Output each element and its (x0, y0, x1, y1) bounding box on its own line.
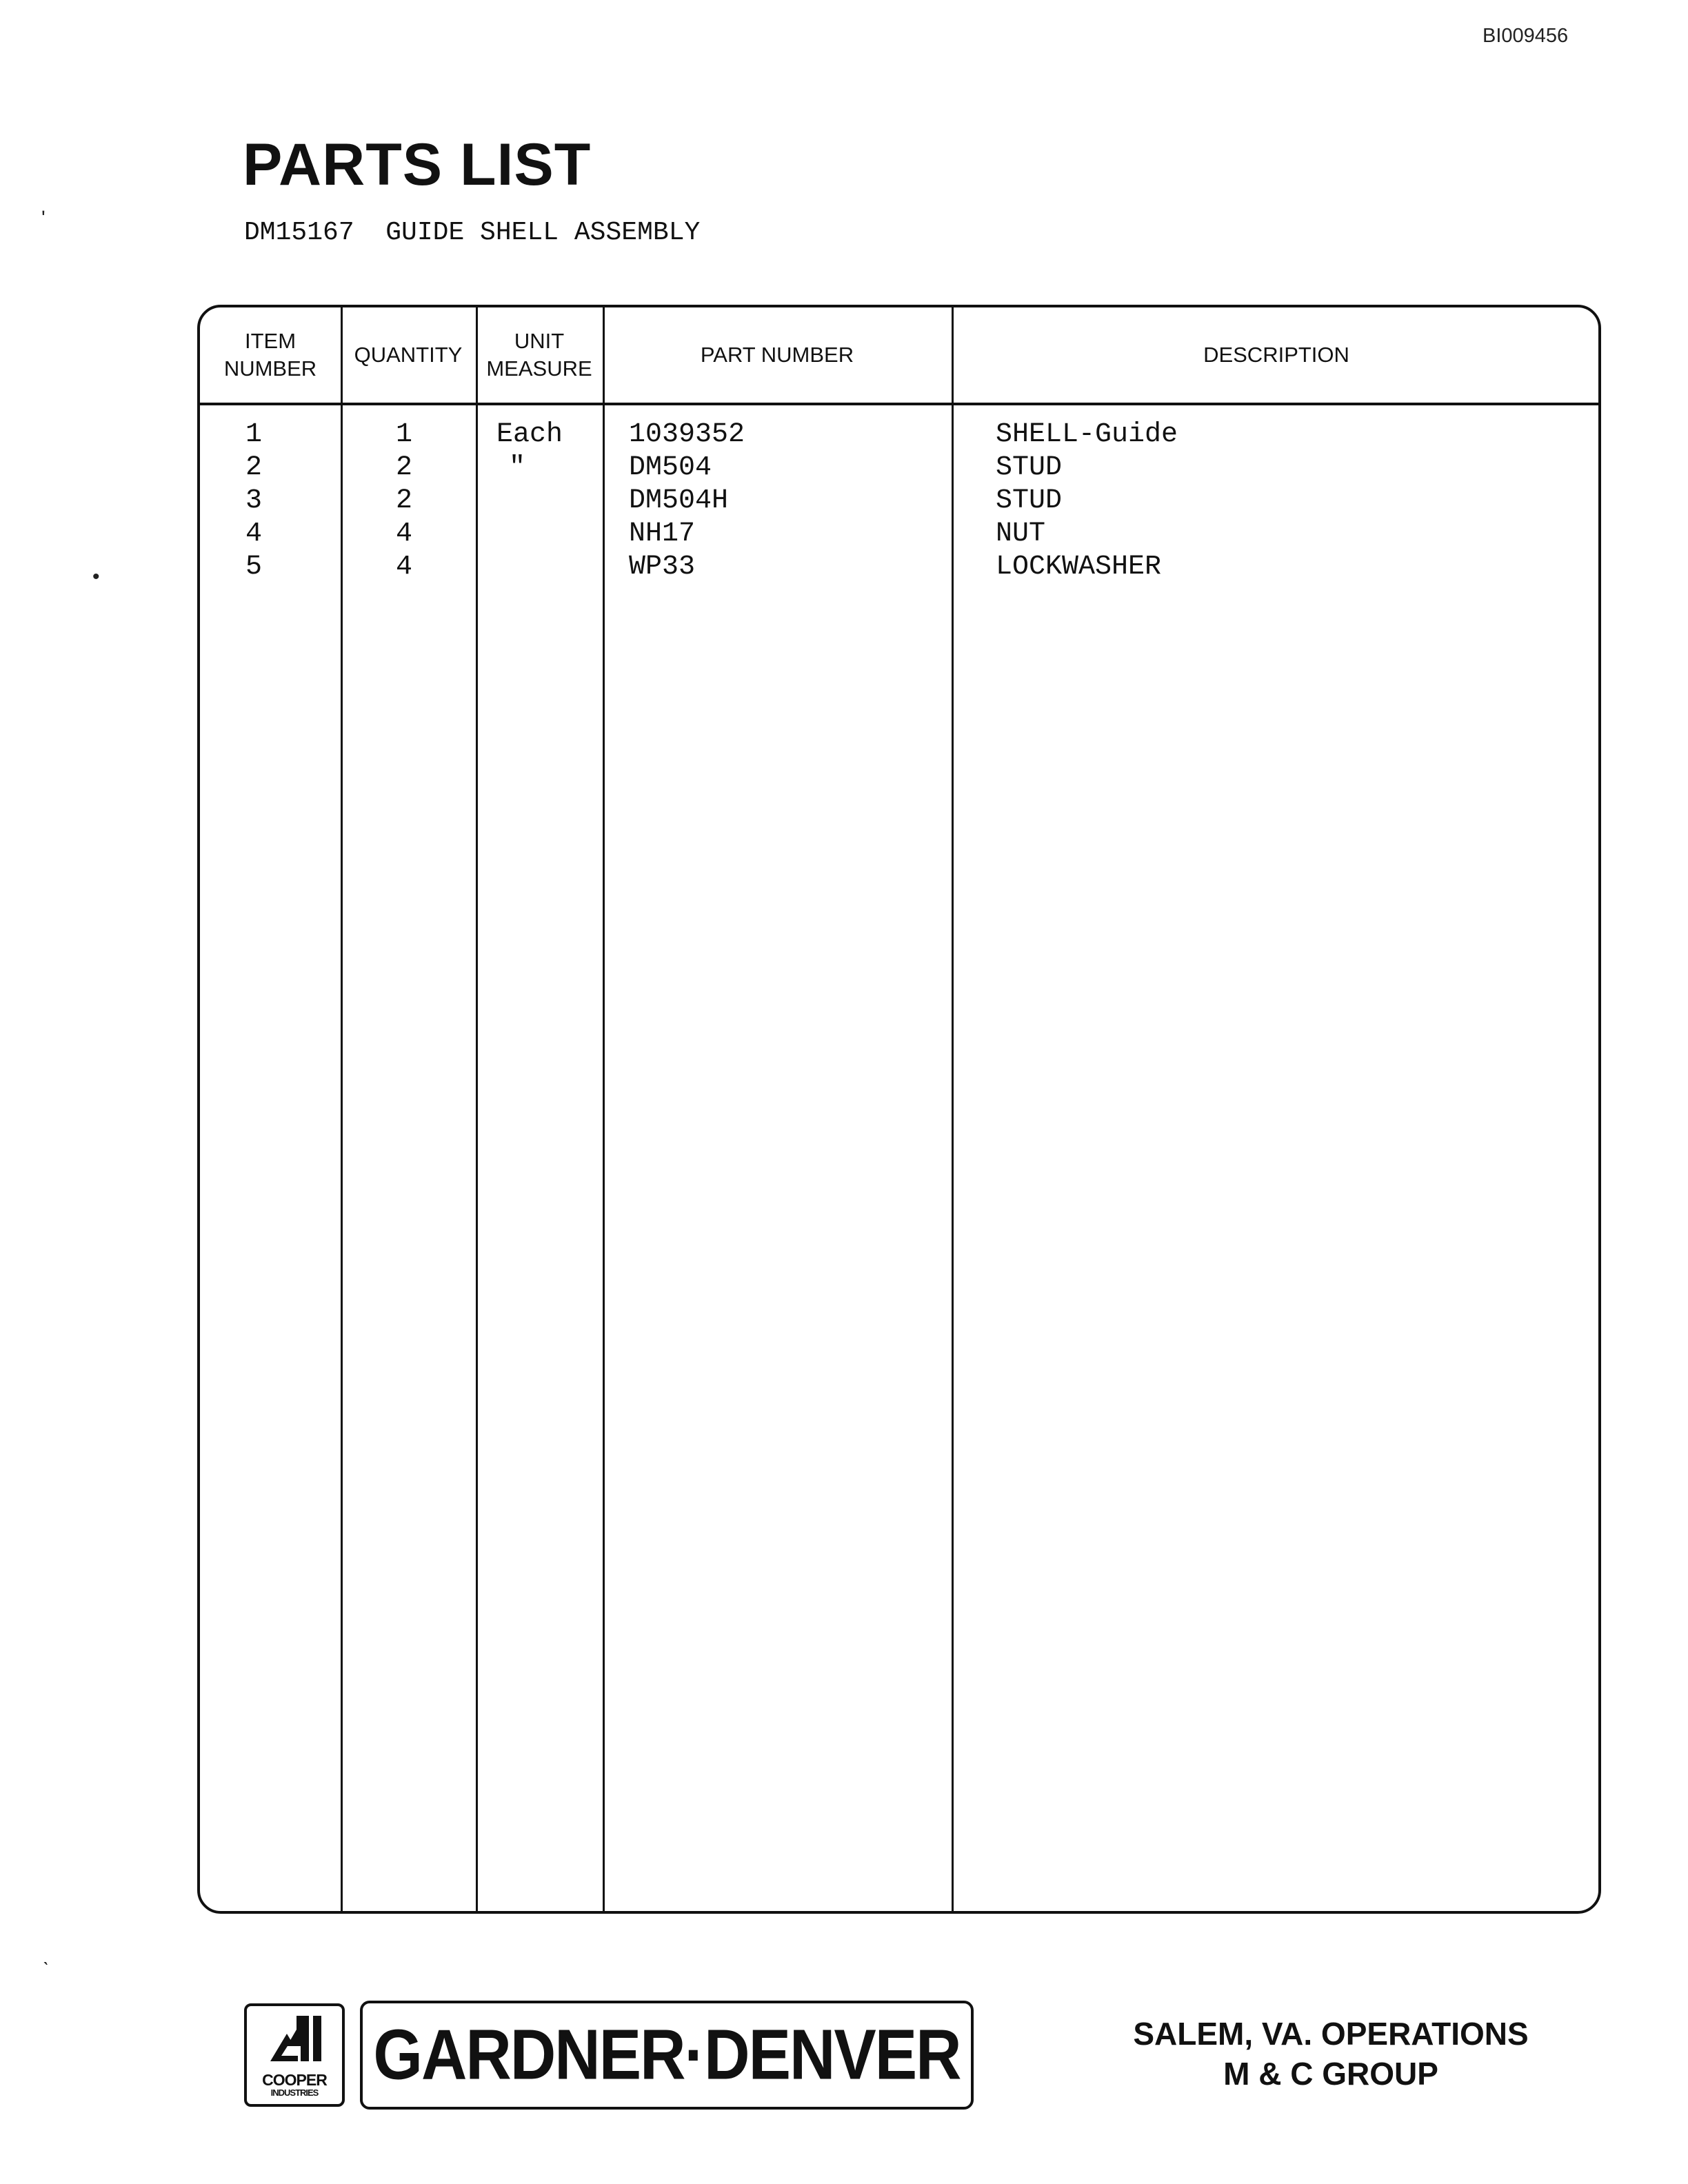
header-item-number: ITEM NUMBER (223, 328, 317, 381)
header-quantity: QUANTITY (354, 342, 463, 367)
table-cell-item: 1 (245, 419, 263, 450)
table-cell-desc: LOCKWASHER (996, 552, 1162, 583)
table-cell-part: DM504 (629, 452, 712, 483)
scan-mark: • (92, 565, 100, 588)
column-divider (952, 307, 954, 1911)
parts-table (197, 305, 1601, 1914)
table-cell-desc: STUD (996, 485, 1063, 516)
table-cell-item: 3 (245, 485, 263, 516)
operations-line: SALEM, VA. OPERATIONS (1133, 2016, 1529, 2052)
brand-name: GARDNER·DENVER (373, 2015, 961, 2094)
cooper-logo-icon (266, 2013, 325, 2068)
header-part-number: PART NUMBER (700, 342, 854, 367)
table-cell-part: NH17 (629, 518, 696, 549)
header-divider (200, 403, 1598, 405)
table-cell-item: 5 (245, 552, 263, 583)
page-title: PARTS LIST (243, 132, 592, 198)
table-cell-qty: 2 (396, 485, 413, 516)
industries-text: INDUSTRIES (270, 2087, 319, 2098)
group-line: M & C GROUP (1223, 2055, 1438, 2092)
header-description: DESCRIPTION (1203, 342, 1349, 367)
table-cell-part: 1039352 (629, 419, 745, 450)
table-cell-unit: Each (496, 419, 563, 450)
table-cell-part: DM504H (629, 485, 729, 516)
operations-info (1096, 2014, 1565, 2094)
document-id: BI009456 (1483, 25, 1569, 47)
cooper-text: COOPER (262, 2071, 327, 2089)
table-cell-desc: SHELL-Guide (996, 419, 1178, 450)
table-cell-desc: STUD (996, 452, 1063, 483)
scan-mark: ˎ (43, 1943, 50, 1965)
column-divider (476, 307, 478, 1911)
table-cell-qty: 2 (396, 452, 413, 483)
table-cell-unit: " (509, 452, 526, 483)
gardner-denver-logo (360, 2001, 974, 2110)
table-cell-part: WP33 (629, 552, 696, 583)
cooper-industries-logo (244, 2003, 345, 2107)
table-cell-item: 4 (245, 518, 263, 549)
table-cell-item: 2 (245, 452, 263, 483)
header-unit-measure: UNIT MEASURE (486, 328, 592, 381)
scan-mark: ʹ (41, 207, 46, 230)
table-cell-qty: 4 (396, 552, 413, 583)
table-cell-qty: 4 (396, 518, 413, 549)
table-cell-desc: NUT (996, 518, 1046, 549)
assembly-subtitle: DM15167 GUIDE SHELL ASSEMBLY (244, 218, 701, 247)
table-cell-qty: 1 (396, 419, 413, 450)
column-divider (603, 307, 605, 1911)
column-divider (341, 307, 343, 1911)
